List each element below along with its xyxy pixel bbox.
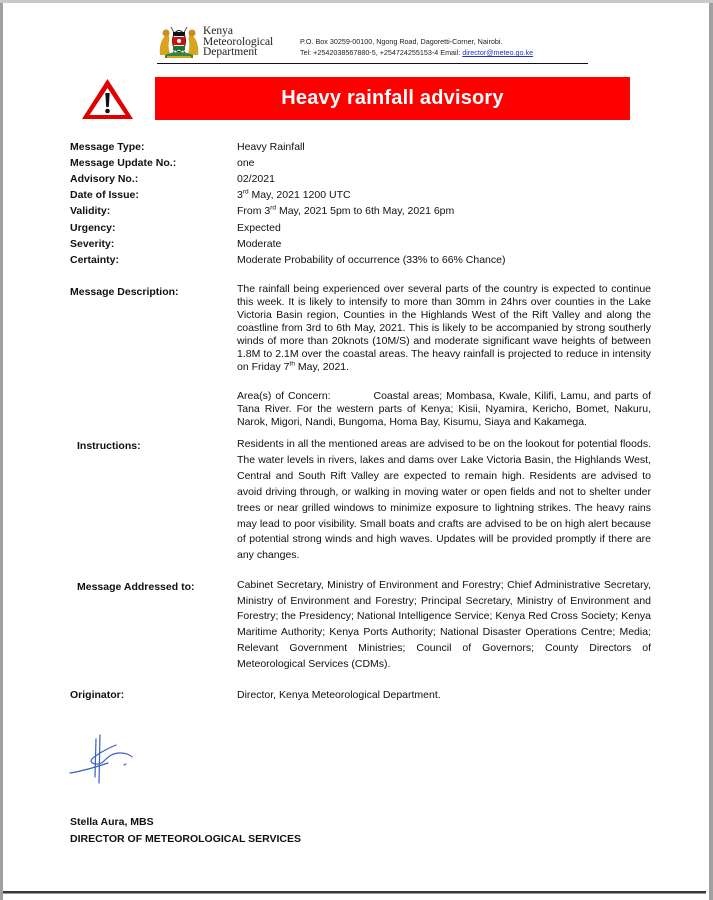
field-value-update-no: one [237, 157, 255, 169]
signatory-name: Stella Aura, MBS [70, 816, 154, 828]
kenya-coat-of-arms-icon [157, 25, 201, 59]
email-link[interactable]: director@meteo.go.ke [462, 48, 534, 57]
letterhead [157, 25, 588, 64]
signature-image [68, 733, 138, 785]
description-text: The rainfall being experienced over several parts of the country is expected to continue this week. It is likely to intensify to more than 30mm in 24hrs over counties in the Lake Victoria Basin region, Counties in the Highlands West of the Rift Valley and along the coastline from 3rd to 6th May, 2021. This is likely to be accompanied by strong southerly winds of more than 20knots (10M/S) and moderate significant wave heights of between 1.8M to 2.1M over the coastal areas. The heavy rainfall is projected to reduce in intensity on Friday 7th May, 2021. [237, 283, 651, 373]
field-value-urgency: Expected [237, 222, 281, 234]
field-label-message-type: Message Type: [70, 141, 145, 153]
areas-label: Area(s) of Concern: [237, 390, 331, 402]
field-value-validity: From 3rd May, 2021 5pm to 6th May, 2021 6pm [237, 204, 455, 217]
advisory-banner [155, 77, 630, 120]
field-label-severity: Severity: [70, 238, 115, 250]
field-label-urgency: Urgency: [70, 222, 116, 234]
instructions-text: Residents in all the mentioned areas are advised to be on the lookout for potential floods. The water levels in rivers, lakes and dams over Lake Victoria Basin, the Highlands West, Central and South Rift Valley are expected to remain high. Residents are advised to avoid driving through, or walking in moving water or open fields and not to shelter under trees or near grilled windows to minimize exposure to lightning strikes. The heavy rains may lead to poor visibility. Small boats and crafts are advised to be on high alert because of potential strong winds and high waves. Updates will be provided promptly if there are any changes. [237, 438, 651, 562]
addressed-to-text: Cabinet Secretary, Ministry of Environment and Forestry; Chief Administrative Secretary, Ministry of Environment and Forestry; Principal Secretary, Ministry of Environment and Forestry; the Presidency; National Intelligence Service; Kenya Red Cross Society; Kenya Maritime Authority; Kenya Ports Authority; National Disaster Operations Centre; Media; Relevant Government Ministries; Council of Governors; County Directors of Meteorological Services (CDMs). [237, 579, 651, 670]
field-value-advisory-no: 02/2021 [237, 173, 275, 185]
field-value-certainty: Moderate Probability of occurrence (33% to 66% Chance) [237, 254, 506, 266]
warning-triangle-icon [80, 76, 135, 121]
field-label-addressed-to: Message Addressed to: [77, 581, 195, 593]
field-label-update-no: Message Update No.: [70, 157, 177, 169]
field-label-advisory-no: Advisory No.: [70, 173, 139, 185]
areas-of-concern [237, 390, 651, 429]
page-frame-bottom-shadow [3, 893, 706, 894]
page-frame-right [709, 3, 713, 900]
page-frame-left [0, 3, 3, 900]
field-value-originator: Director, Kenya Meteorological Department. [237, 689, 441, 701]
signatory-title: DIRECTOR OF METEOROLOGICAL SERVICES [70, 833, 302, 845]
org-name: Kenya Meteorological Department [203, 25, 274, 58]
page-frame-top [0, 0, 713, 3]
field-label-validity: Validity: [70, 205, 111, 217]
field-label-description: Message Description: [70, 286, 179, 298]
field-label-certainty: Certainty: [70, 254, 120, 266]
advisory-title: Heavy rainfall advisory [281, 87, 504, 109]
phone-email-line: Tel: +2542038567880-5, +254724255153-4 Email: director@meteo.go.ke [300, 48, 534, 57]
field-label-originator: Originator: [70, 689, 125, 701]
contact-info [300, 36, 533, 58]
field-label-date-of-issue: Date of Issue: [70, 189, 139, 201]
field-label-instructions: Instructions: [77, 440, 141, 452]
areas-text: Coastal areas; Mombasa, Kwale, Kilifi, Lamu, and parts of Tana River. For the western parts of Kenya; Kisii, Nyamira, Kericho, Bomet, Nakuru, Narok, Migori, Nandi, Bungoma, Homa Bay, Kisumu, Siaya and Kakamega. [237, 390, 651, 428]
field-value-message-type: Heavy Rainfall [237, 141, 305, 153]
field-value-date-of-issue: 3rd May, 2021 1200 UTC [237, 188, 351, 201]
postal-address: P.O. Box 30259-00100, Ngong Road, Dagoretti-Corner, Nairobi. [300, 37, 503, 46]
field-value-severity: Moderate [237, 238, 282, 250]
